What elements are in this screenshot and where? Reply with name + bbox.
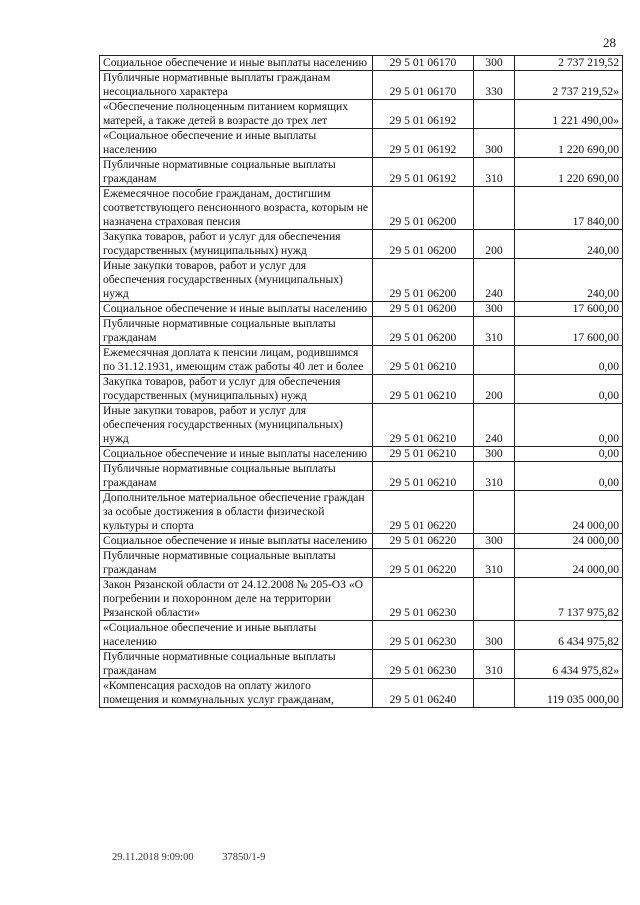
row-sum: 2 737 219,52» <box>515 71 623 100</box>
row-code: 29 5 01 06200 <box>373 259 474 302</box>
row-name: Иные закупки товаров, работ и услуг для обеспечения государственных (муниципальных) нужд <box>100 259 373 302</box>
row-name: Публичные нормативные социальные выплаты гражданам <box>100 650 373 679</box>
row-sum: 0,00 <box>515 346 623 375</box>
row-type <box>474 578 515 621</box>
row-sum: 24 000,00 <box>515 491 623 534</box>
row-name: Социальное обеспечение и иные выплаты населению <box>100 56 373 71</box>
row-sum: 2 737 219,52 <box>515 56 623 71</box>
row-code: 29 5 01 06200 <box>373 317 474 346</box>
row-sum: 1 220 690,00 <box>515 129 623 158</box>
row-sum: 0,00 <box>515 462 623 491</box>
table-row <box>100 187 623 230</box>
row-type: 310 <box>474 158 515 187</box>
table-row <box>100 259 623 302</box>
table-row <box>100 549 623 578</box>
budget-table-body <box>100 56 623 708</box>
row-type <box>474 100 515 129</box>
row-sum: 119 035 000,00 <box>515 679 623 708</box>
row-name: «Компенсация расходов на оплату жилого помещения и коммунальных услуг гражданам, <box>100 679 373 708</box>
row-sum: 17 600,00 <box>515 302 623 317</box>
table-row <box>100 302 623 317</box>
row-code: 29 5 01 06200 <box>373 187 474 230</box>
row-code: 29 5 01 06230 <box>373 621 474 650</box>
table-row <box>100 679 623 708</box>
row-code: 29 5 01 06220 <box>373 491 474 534</box>
row-type: 300 <box>474 447 515 462</box>
table-row <box>100 129 623 158</box>
row-type: 310 <box>474 650 515 679</box>
row-sum: 1 221 490,00» <box>515 100 623 129</box>
table-row <box>100 317 623 346</box>
row-type: 200 <box>474 230 515 259</box>
row-code: 29 5 01 06192 <box>373 129 474 158</box>
row-type: 300 <box>474 302 515 317</box>
row-type: 310 <box>474 549 515 578</box>
footer-timestamp: 29.11.2018 9:09:00 <box>112 852 194 863</box>
table-row <box>100 491 623 534</box>
table-row <box>100 71 623 100</box>
row-name: Иные закупки товаров, работ и услуг для обеспечения государственных (муниципальных) нужд <box>100 404 373 447</box>
row-name: Публичные нормативные социальные выплаты гражданам <box>100 317 373 346</box>
row-code: 29 5 01 06210 <box>373 447 474 462</box>
row-name: Публичные нормативные социальные выплаты гражданам <box>100 549 373 578</box>
table-row <box>100 346 623 375</box>
table-row <box>100 447 623 462</box>
row-type <box>474 491 515 534</box>
row-type: 240 <box>474 404 515 447</box>
row-sum: 240,00 <box>515 259 623 302</box>
row-type: 330 <box>474 71 515 100</box>
row-name: Закон Рязанской области от 24.12.2008 № 205-ОЗ «О погребении и похоронном деле на территории Рязанской области» <box>100 578 373 621</box>
row-name: Ежемесячная доплата к пенсии лицам, родившимся по 31.12.1931, имеющим стаж работы 40 лет и более <box>100 346 373 375</box>
row-sum: 24 000,00 <box>515 534 623 549</box>
row-name: Закупка товаров, работ и услуг для обеспечения государственных (муниципальных) нужд <box>100 375 373 404</box>
row-name: Социальное обеспечение и иные выплаты населению <box>100 447 373 462</box>
row-sum: 7 137 975,82 <box>515 578 623 621</box>
row-name: «Социальное обеспечение и иные выплаты населению <box>100 621 373 650</box>
footer-doc-code: 37850/1-9 <box>222 852 266 863</box>
row-type: 200 <box>474 375 515 404</box>
row-type: 300 <box>474 56 515 71</box>
row-name: Ежемесячное пособие гражданам, достигшим соответствующего пенсионного возраста, которым не назначена страховая пенсия <box>100 187 373 230</box>
row-code: 29 5 01 06200 <box>373 230 474 259</box>
row-type: 240 <box>474 259 515 302</box>
row-code: 29 5 01 06240 <box>373 679 474 708</box>
table-row <box>100 375 623 404</box>
row-code: 29 5 01 06220 <box>373 534 474 549</box>
row-code: 29 5 01 06230 <box>373 578 474 621</box>
row-sum: 0,00 <box>515 375 623 404</box>
row-code: 29 5 01 06192 <box>373 100 474 129</box>
row-code: 29 5 01 06220 <box>373 549 474 578</box>
row-code: 29 5 01 06170 <box>373 71 474 100</box>
table-row <box>100 462 623 491</box>
row-type: 310 <box>474 317 515 346</box>
row-code: 29 5 01 06210 <box>373 404 474 447</box>
row-code: 29 5 01 06192 <box>373 158 474 187</box>
table-row <box>100 100 623 129</box>
row-name: Публичные нормативные социальные выплаты гражданам <box>100 462 373 491</box>
row-code: 29 5 01 06210 <box>373 375 474 404</box>
row-name: Закупка товаров, работ и услуг для обеспечения государственных (муниципальных) нужд <box>100 230 373 259</box>
row-sum: 6 434 975,82» <box>515 650 623 679</box>
table-row <box>100 56 623 71</box>
table-row <box>100 534 623 549</box>
row-name: Публичные нормативные выплаты гражданам несоциального характера <box>100 71 373 100</box>
row-type: 300 <box>474 534 515 549</box>
table-row <box>100 650 623 679</box>
row-name: «Социальное обеспечение и иные выплаты населению <box>100 129 373 158</box>
row-type <box>474 187 515 230</box>
row-sum: 0,00 <box>515 447 623 462</box>
row-type <box>474 679 515 708</box>
row-sum: 0,00 <box>515 404 623 447</box>
row-type <box>474 346 515 375</box>
row-code: 29 5 01 06200 <box>373 302 474 317</box>
table-row <box>100 621 623 650</box>
table-row <box>100 158 623 187</box>
row-name: «Обеспечение полноценным питанием кормящих матерей, а также детей в возрасте до трех лет <box>100 100 373 129</box>
row-name: Социальное обеспечение и иные выплаты населению <box>100 302 373 317</box>
table-row <box>100 230 623 259</box>
row-code: 29 5 01 06170 <box>373 56 474 71</box>
page-number: 28 <box>603 35 616 50</box>
row-name: Социальное обеспечение и иные выплаты населению <box>100 534 373 549</box>
page-footer <box>112 852 291 863</box>
row-code: 29 5 01 06210 <box>373 462 474 491</box>
table-row <box>100 404 623 447</box>
row-sum: 1 220 690,00 <box>515 158 623 187</box>
row-type: 310 <box>474 462 515 491</box>
row-sum: 240,00 <box>515 230 623 259</box>
row-type: 300 <box>474 621 515 650</box>
row-type: 300 <box>474 129 515 158</box>
row-name: Публичные нормативные социальные выплаты гражданам <box>100 158 373 187</box>
row-code: 29 5 01 06230 <box>373 650 474 679</box>
row-code: 29 5 01 06210 <box>373 346 474 375</box>
row-sum: 6 434 975,82 <box>515 621 623 650</box>
row-sum: 17 600,00 <box>515 317 623 346</box>
budget-table <box>99 55 623 708</box>
row-name: Дополнительное материальное обеспечение граждан за особые достижения в области физической культуры и спорта <box>100 491 373 534</box>
table-row <box>100 578 623 621</box>
row-sum: 24 000,00 <box>515 549 623 578</box>
row-sum: 17 840,00 <box>515 187 623 230</box>
